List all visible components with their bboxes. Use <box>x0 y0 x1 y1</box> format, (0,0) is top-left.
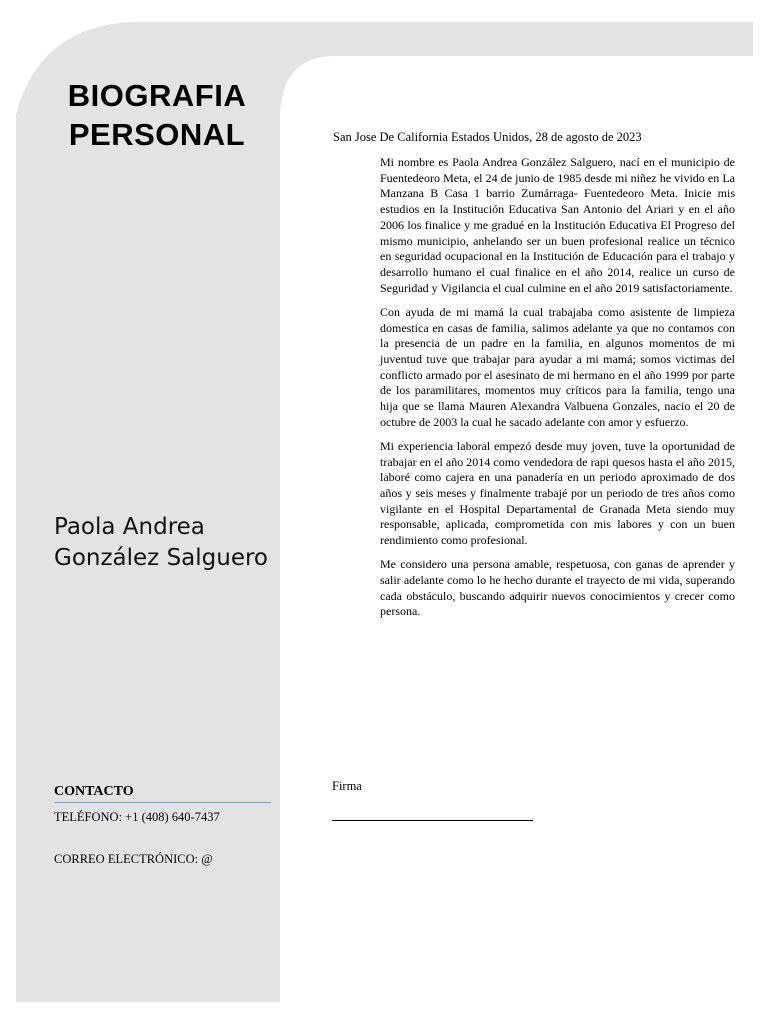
title-line-2: PERSONAL <box>68 117 246 152</box>
paragraph-3: Mi experiencia laboral empezó desde muy joven, tuve la oportunidad de trabajar en el año 2014 como vendedora de rapi quesos hasta el año 2015, laboré como cajera en una panadería en un periodo aproximado de dos años y seis meses y finalmente trabajé por un periodo de tres años como vigilante en el Hospital Departamental de Granada Meta siendo muy responsable, aplicada, comprometida con mis labores y con un buen rendimiento como profesional. <box>380 438 735 548</box>
contact-divider <box>54 802 271 803</box>
phone-text: TELÉFONO: +1 (408) 640-7437 <box>54 810 220 824</box>
page-title <box>40 76 274 154</box>
paragraph-2: Con ayuda de mi mamá la cual trabajaba como asistente de limpieza domestica en casas de familia, salimos adelante ya que no contamos con la presencia de un padre en la familia, en algunos momentos de mi juventud tuve que trabajar para ayudar a mi mamá; somos victimas del conflicto armado por el asesinato de mi hermano en el año 1999 por parte de los paramilitares, momentos muy críticos para la familia, tengo una hija que se llama Mauren Alexandra Valbuena Gonzales, nacio el 20 de octubre de 2003 la cual he sacado adelante con amor y esfuerzo. <box>380 304 735 429</box>
email-text: CORREO ELECTRÓNICO: @ <box>54 852 213 866</box>
name-line-1: Paola Andrea <box>54 514 205 540</box>
biography-body <box>380 155 735 629</box>
name-line-2: González Salguero <box>54 545 268 571</box>
signature-label: Firma <box>332 779 362 793</box>
paragraph-4: Me considero una persona amable, respetuosa, con ganas de aprender y salir adelante como lo he hecho durante el trayecto de mi vida, superando cada obstáculo, buscando adquirir nuevos conocimientos y crecer como persona. <box>380 557 735 619</box>
person-name <box>54 512 284 574</box>
title-line-1: BIOGRAFIA <box>67 78 247 113</box>
signature-line <box>332 820 533 821</box>
date-line: San Jose De California Estados Unidos, 28 de agosto de 2023 <box>333 130 642 144</box>
paragraph-1: Mi nombre es Paola Andrea González Salguero, nací en el municipio de Fuentedeoro Meta, el 24 de junio de 1985 desde mi niñez he vivido en La Manzana B Casa 1 barrio Zumárraga- Fuentedeoro Meta. Inicie mis estudios en la Institución Educativa San Antonio del Ariari y en el año 2006 los finalice y me gradué en la Institución Educativa El Progreso del mismo municipio, anhelando ser un buen profesional realice un técnico en seguridad ocupacional en la Institución de Educación para el trabajo y desarrollo humano el cual finalice en el año 2014, realice un curso de Seguridad y Vigilancia el cual culmine en el año 2019 satisfactoriamente. <box>380 155 735 295</box>
contact-heading: CONTACTO <box>54 784 134 799</box>
